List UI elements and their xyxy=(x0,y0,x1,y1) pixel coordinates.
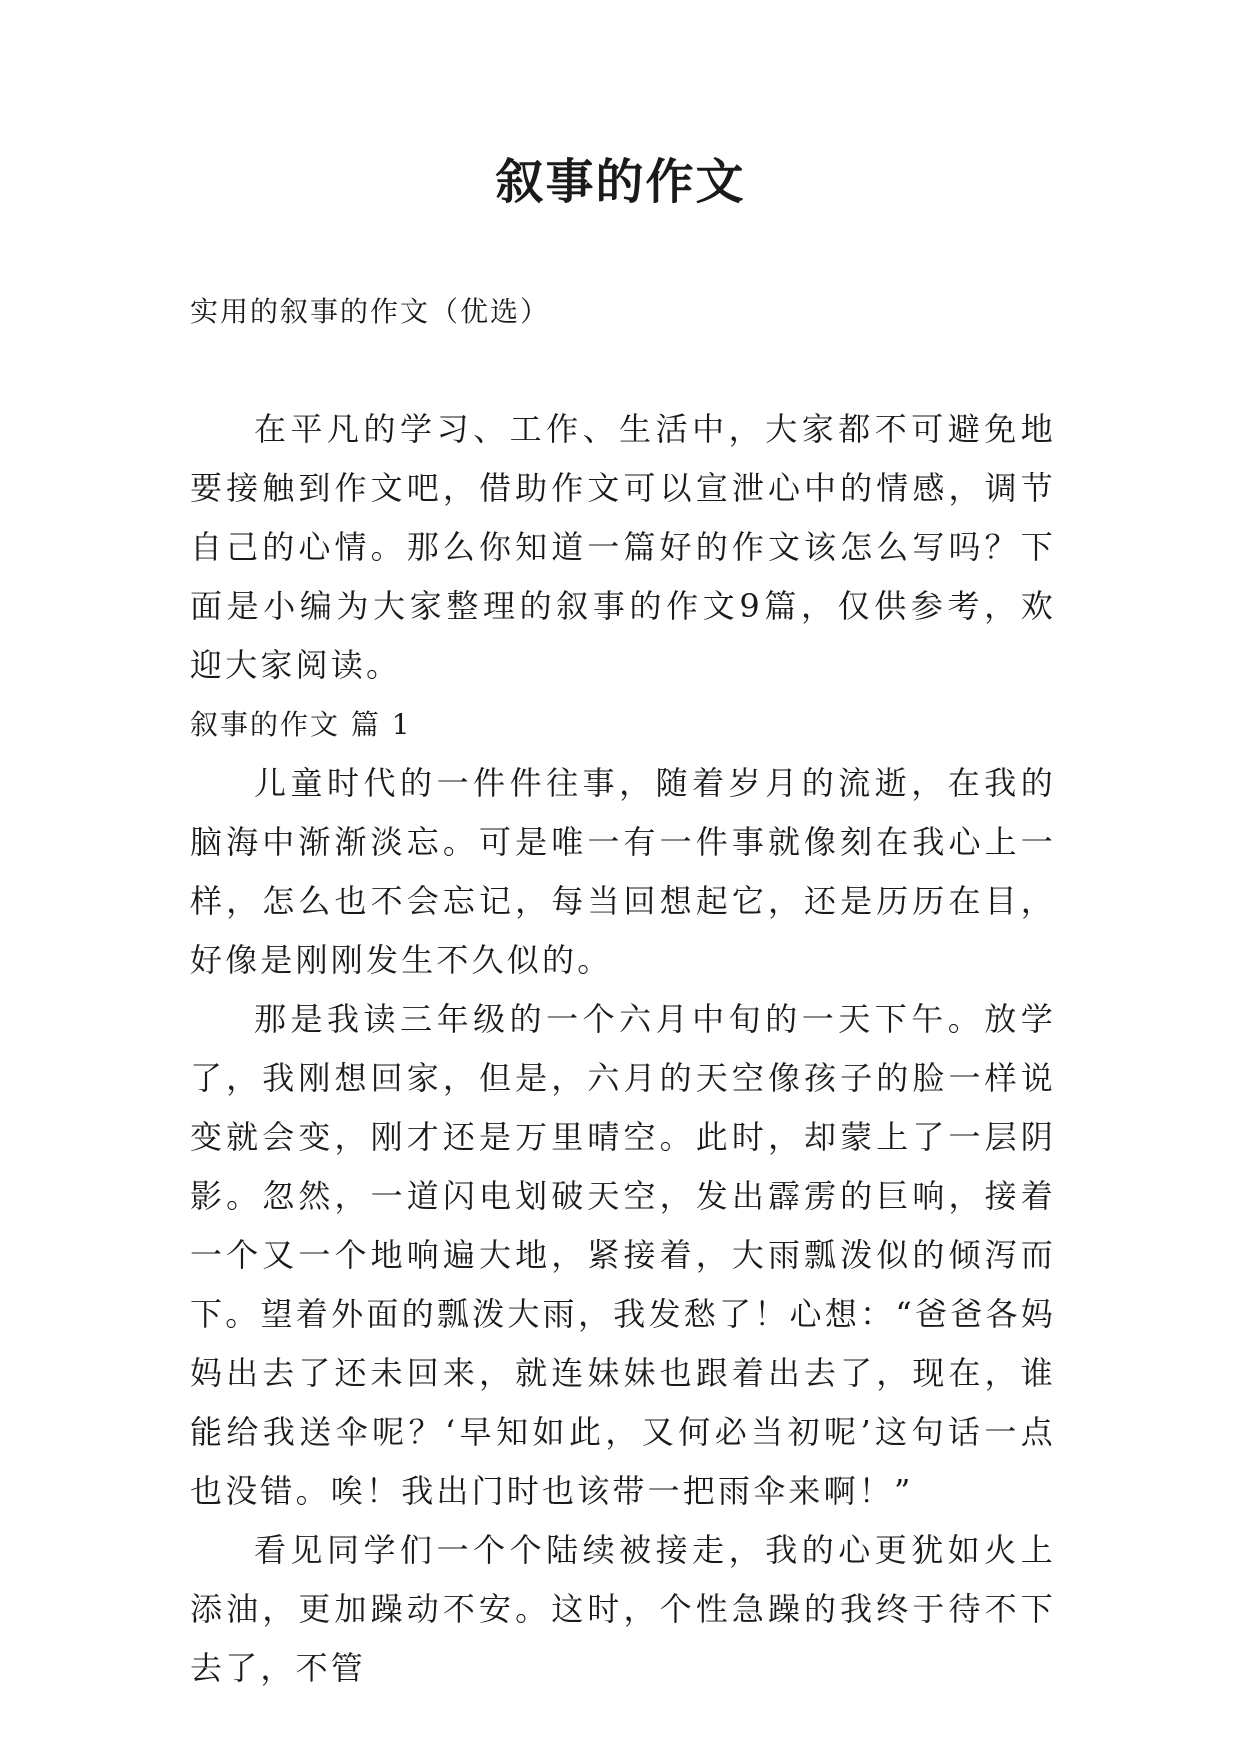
section-heading: 叙事的作文 篇 1 xyxy=(190,708,412,741)
intro-paragraph: 在平凡的学习、工作、生活中，大家都不可避免地要接触到作文吧，借助作文可以宣泄心中的情感，调节自己的心情。那么你知道一篇好的作文该怎么写吗？下面是小编为大家整理的叙事的作文9篇，仅供参考，欢迎大家阅读。 xyxy=(190,410,1056,684)
document-title: 叙事的作文 xyxy=(495,154,746,210)
body-paragraph: 那是我读三年级的一个六月中旬的一天下午。放学了，我刚想回家，但是，六月的天空像孩子的脸一样说变就会变，刚才还是万里晴空。此时，却蒙上了一层阴影。忽然，一道闪电划破天空，发出霹雳的巨响，接着一个又一个地响遍大地，紧接着，大雨瓢泼似的倾泻而下。望着外面的瓢泼大雨，我发愁了！心想：“爸爸各妈妈出去了还未回来，就连妹妹也跟着出去了，现在，谁能给我送伞呢？‘早知如此，又何必当初呢’这句话一点也没错。唉！我出门时也该带一把雨伞来啊！” xyxy=(190,1000,1056,1510)
body-paragraph: 看见同学们一个个陆续被接走，我的心更犹如火上添油，更加躁动不安。这时，个性急躁的我终于待不下去了，不管 xyxy=(190,1531,1056,1687)
document-subtitle: 实用的叙事的作文（优选） xyxy=(190,295,551,328)
document-body xyxy=(190,400,1056,1698)
body-paragraph: 儿童时代的一件件往事，随着岁月的流逝，在我的脑海中渐渐淡忘。可是唯一有一件事就像刻在我心上一样，怎么也不会忘记，每当回想起它，还是历历在目，好像是刚刚发生不久似的。 xyxy=(190,764,1056,979)
